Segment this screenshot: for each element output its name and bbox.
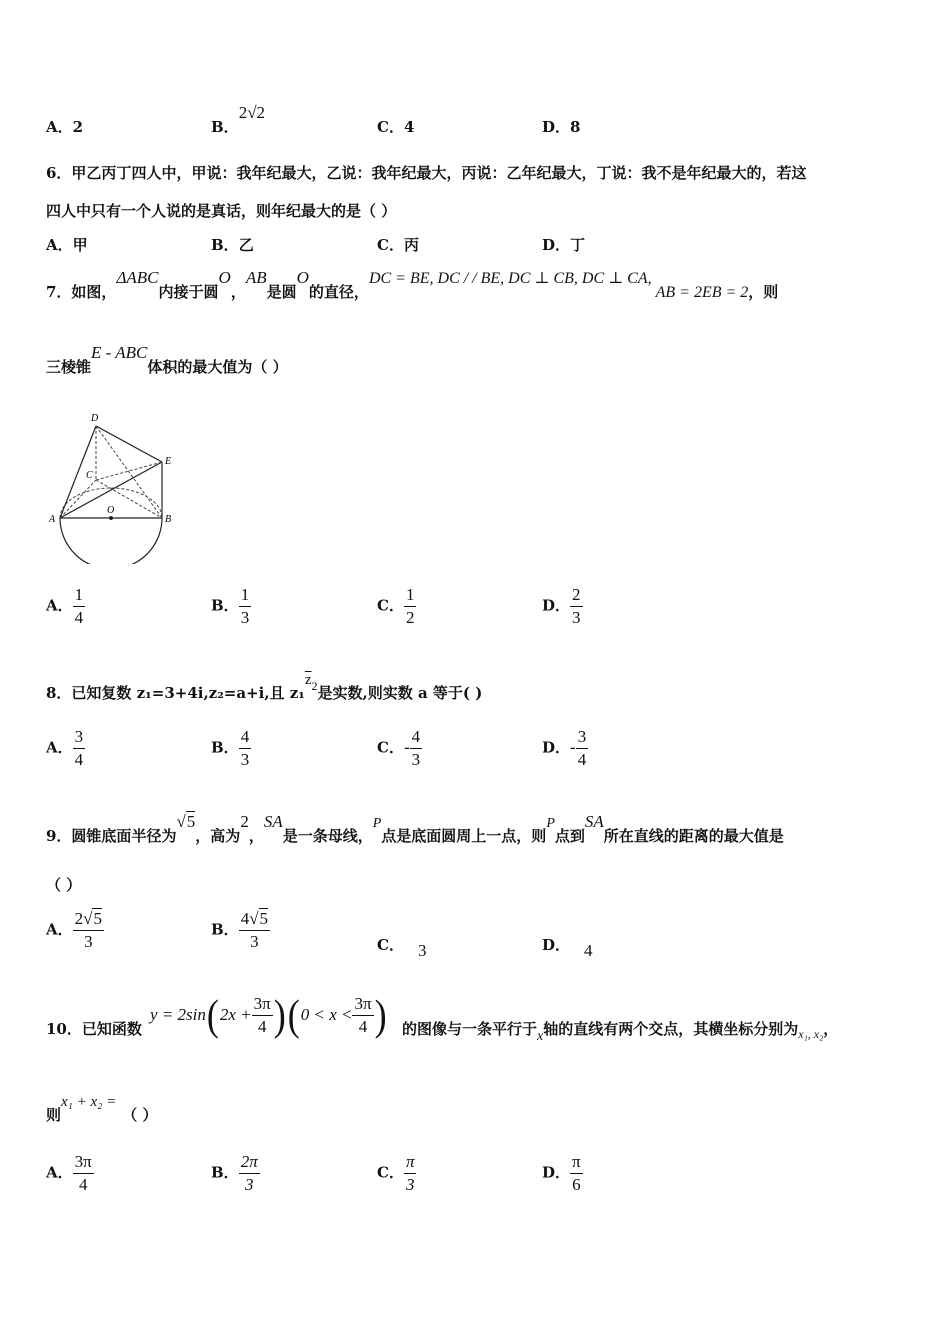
text: ， [230, 283, 246, 301]
text: 是实数,则实数 a 等于( ) [317, 684, 483, 702]
numerator: 3 [576, 726, 589, 749]
option-label: D． [542, 936, 571, 954]
segment-db [96, 426, 162, 518]
math: E - ABC [91, 343, 148, 362]
semicircle-arc [60, 518, 162, 564]
q7-text-line1 [46, 268, 779, 302]
denominator: 3 [244, 1175, 254, 1194]
denominator: 4 [577, 750, 587, 769]
option-label: C． [377, 118, 404, 136]
option-label: D． [542, 118, 571, 136]
denominator: 4 [257, 1016, 267, 1036]
option-label: A． [46, 596, 73, 615]
q7-option-d [542, 584, 583, 629]
q10-option-a [46, 1151, 94, 1196]
numerator: 3π [73, 1151, 94, 1174]
q9-option-b [211, 908, 270, 953]
q5-option-a [46, 116, 83, 137]
text: 点到 [554, 827, 585, 845]
numerator: 2√5 [73, 908, 104, 931]
text: 所在直线的距离的最大值是 [603, 827, 784, 845]
math: SA [263, 812, 283, 831]
q10-text-rest [402, 1018, 839, 1044]
segment-ce [96, 462, 162, 480]
option-label: C． [377, 936, 404, 954]
q9-option-d [542, 934, 593, 960]
q10-option-b [211, 1151, 260, 1196]
denominator: 3 [411, 750, 421, 769]
subscript: 2 [311, 679, 318, 693]
sqrt-radius: √5 [176, 812, 196, 831]
radicand: 5 [259, 909, 269, 928]
denominator: 3 [250, 932, 259, 951]
math: O [218, 268, 231, 287]
fraction [410, 726, 423, 771]
segment-ac [60, 480, 96, 518]
denominator: 6 [572, 1175, 581, 1194]
denominator: 3 [240, 608, 250, 627]
denominator: 4 [74, 750, 84, 769]
option-label: B． [211, 236, 239, 254]
math: DC = BE, DC / / BE, DC ⊥ CB, DC ⊥ CA, [368, 270, 652, 287]
option-label: A． [46, 920, 73, 939]
text: ， [248, 827, 264, 845]
text: 的直径， [308, 283, 369, 301]
label-b: B [165, 514, 172, 525]
denominator: 3 [84, 932, 93, 951]
paren-close: ) [374, 991, 387, 1039]
option-label: C． [377, 738, 404, 757]
option-label: D． [542, 1163, 571, 1182]
math: SA [584, 812, 604, 831]
fraction [576, 726, 589, 771]
numerator: 3π [252, 993, 273, 1016]
q6-option-c [377, 234, 419, 255]
numerator: 4√5 [239, 908, 270, 931]
fraction [73, 584, 86, 629]
option-label: C． [377, 596, 404, 615]
text: 10．已知函数 [46, 1020, 142, 1038]
coefficient: 2 [74, 909, 84, 928]
q5-option-c [377, 116, 414, 137]
option-value: 甲 [72, 236, 88, 254]
math: x [537, 1029, 544, 1044]
math: x₁ + x₂ = [61, 1094, 117, 1110]
q7-geometry-figure [44, 408, 194, 564]
q7-option-a [46, 584, 85, 629]
numerator: 4 [410, 726, 423, 749]
numerator: 1 [404, 584, 417, 607]
fraction [239, 1151, 260, 1196]
text: ， [823, 1020, 839, 1038]
denominator: 3 [405, 1175, 415, 1194]
math: AB = 2EB = 2 [655, 284, 749, 301]
q8-text [46, 672, 483, 703]
numerator: π [570, 1151, 583, 1174]
coefficient: 4 [240, 909, 250, 928]
segment-cb [96, 480, 162, 518]
text: 的图像与一条平行于 [402, 1020, 538, 1038]
q9-text-line2: （ ） [46, 876, 82, 894]
option-label: A． [46, 236, 73, 254]
text: ，高为 [195, 827, 241, 845]
denominator: 3 [572, 608, 581, 627]
numerator: 2π [239, 1151, 260, 1174]
label-c: C [86, 470, 93, 481]
q9-option-a [46, 908, 104, 953]
option-label: C． [377, 1163, 404, 1182]
text: 内接于圆 [158, 283, 219, 301]
text: 点是底面圆周上一点，则 [381, 827, 547, 845]
denominator: 3 [240, 750, 250, 769]
option-value: 3 [417, 941, 427, 960]
q10-function [150, 992, 388, 1038]
paren-open: ( [206, 991, 219, 1039]
option-value: 4 [584, 941, 593, 960]
numerator: π [404, 1151, 417, 1174]
option-value: 2√2 [238, 103, 266, 122]
text: 8．已知复数 z₁=3+4i,z₂=a+i,且 z₁ [46, 684, 305, 702]
point-o [109, 516, 113, 520]
q6-option-b [211, 234, 254, 255]
math: O [296, 268, 309, 287]
fraction [404, 584, 417, 629]
option-label: B． [211, 118, 239, 136]
q6-option-d [542, 234, 585, 255]
math: 2 [240, 812, 249, 831]
q7-text-line2 [46, 343, 288, 377]
q6-text-line1: 6．甲乙丙丁四人中，甲说：我年纪最大，乙说：我年纪最大，丙说：乙年纪最大，丁说：我不是年纪最大的，若这 [46, 164, 807, 182]
text: 三棱锥 [46, 358, 92, 376]
sign: - [570, 737, 576, 757]
fraction [570, 584, 583, 629]
segment-de [96, 426, 162, 462]
option-label: B． [211, 596, 239, 615]
radicand: 5 [93, 909, 102, 928]
option-label: B． [211, 920, 239, 939]
fraction [239, 908, 270, 953]
math: x₁, x₂ [798, 1027, 824, 1041]
q6-text-line2: 四人中只有一个人说的是真话，则年纪最大的是（ ） [46, 202, 397, 220]
math: AB [245, 268, 267, 287]
option-label: D． [542, 236, 571, 254]
option-label: A． [46, 118, 73, 136]
option-value: 4 [403, 118, 415, 136]
numerator: 2 [570, 584, 583, 607]
math: y = 2sin [150, 1005, 206, 1024]
text: （ ） [122, 1106, 158, 1124]
label-d: D [91, 413, 99, 424]
option-value: 乙 [238, 236, 254, 254]
math: P [372, 816, 382, 831]
q7-option-c [377, 584, 416, 629]
fraction [73, 1151, 94, 1196]
text: 则 [46, 1106, 62, 1124]
q8-option-b [211, 726, 251, 771]
numerator: 1 [239, 584, 252, 607]
q9-text-line1 [46, 812, 784, 846]
math: P [546, 816, 555, 831]
fraction [239, 726, 252, 771]
numerator: 4 [239, 726, 252, 749]
q10-text-line2 [46, 1094, 158, 1125]
option-label: A． [46, 738, 73, 757]
numerator: 3 [73, 726, 86, 749]
fraction [239, 584, 252, 629]
math: ΔABC [116, 268, 159, 287]
q8-option-a [46, 726, 85, 771]
z-bar: $\overline{z}$ [304, 672, 312, 688]
q6-option-a [46, 234, 88, 255]
q7-option-b [211, 584, 251, 629]
text: 9．圆锥底面半径为 [46, 827, 177, 845]
option-value: 8 [570, 118, 581, 136]
math: 2x + [219, 1005, 252, 1024]
q9-option-c [377, 934, 427, 960]
text: 轴的直线有两个交点，其横坐标分别为 [543, 1020, 799, 1038]
fraction [404, 1151, 417, 1196]
text: 是圆 [266, 283, 297, 301]
text: ，则 [748, 283, 779, 301]
q8-option-c [377, 726, 422, 771]
fraction [73, 908, 104, 953]
option-value: 丁 [570, 236, 586, 254]
option-label: C． [377, 236, 404, 254]
denominator: 4 [78, 1175, 88, 1194]
fraction [73, 726, 86, 771]
paren-open: ( [287, 991, 300, 1039]
numerator: 3π [352, 993, 373, 1016]
denominator: 2 [405, 608, 415, 627]
option-label: B． [211, 738, 239, 757]
fraction [252, 993, 273, 1038]
text: 体积的最大值为（ ） [147, 358, 288, 376]
fraction [352, 993, 373, 1038]
math: 0 < x < [300, 1005, 353, 1024]
option-label: A． [46, 1163, 73, 1182]
option-label: B． [211, 1163, 239, 1182]
option-label: D． [542, 596, 571, 615]
numerator: 1 [73, 584, 86, 607]
label-e: E [165, 456, 172, 467]
q5-option-d [542, 116, 580, 137]
option-label: D． [542, 738, 571, 757]
denominator: 4 [358, 1016, 368, 1036]
fraction [570, 1151, 583, 1196]
label-a: A [49, 514, 56, 525]
label-o: O [107, 505, 115, 516]
denominator: 4 [74, 608, 84, 627]
radicand: 5 [186, 812, 196, 831]
q8-option-d [542, 726, 588, 771]
sign: - [403, 737, 410, 757]
q10-option-d [542, 1151, 583, 1196]
text: 7．如图， [46, 283, 117, 301]
q5-option-b [211, 103, 266, 137]
option-value: 丙 [403, 236, 419, 254]
option-value: 2 [72, 118, 84, 136]
paren-close: ) [273, 991, 286, 1039]
q10-option-c [377, 1151, 416, 1196]
text: 是一条母线， [282, 827, 373, 845]
